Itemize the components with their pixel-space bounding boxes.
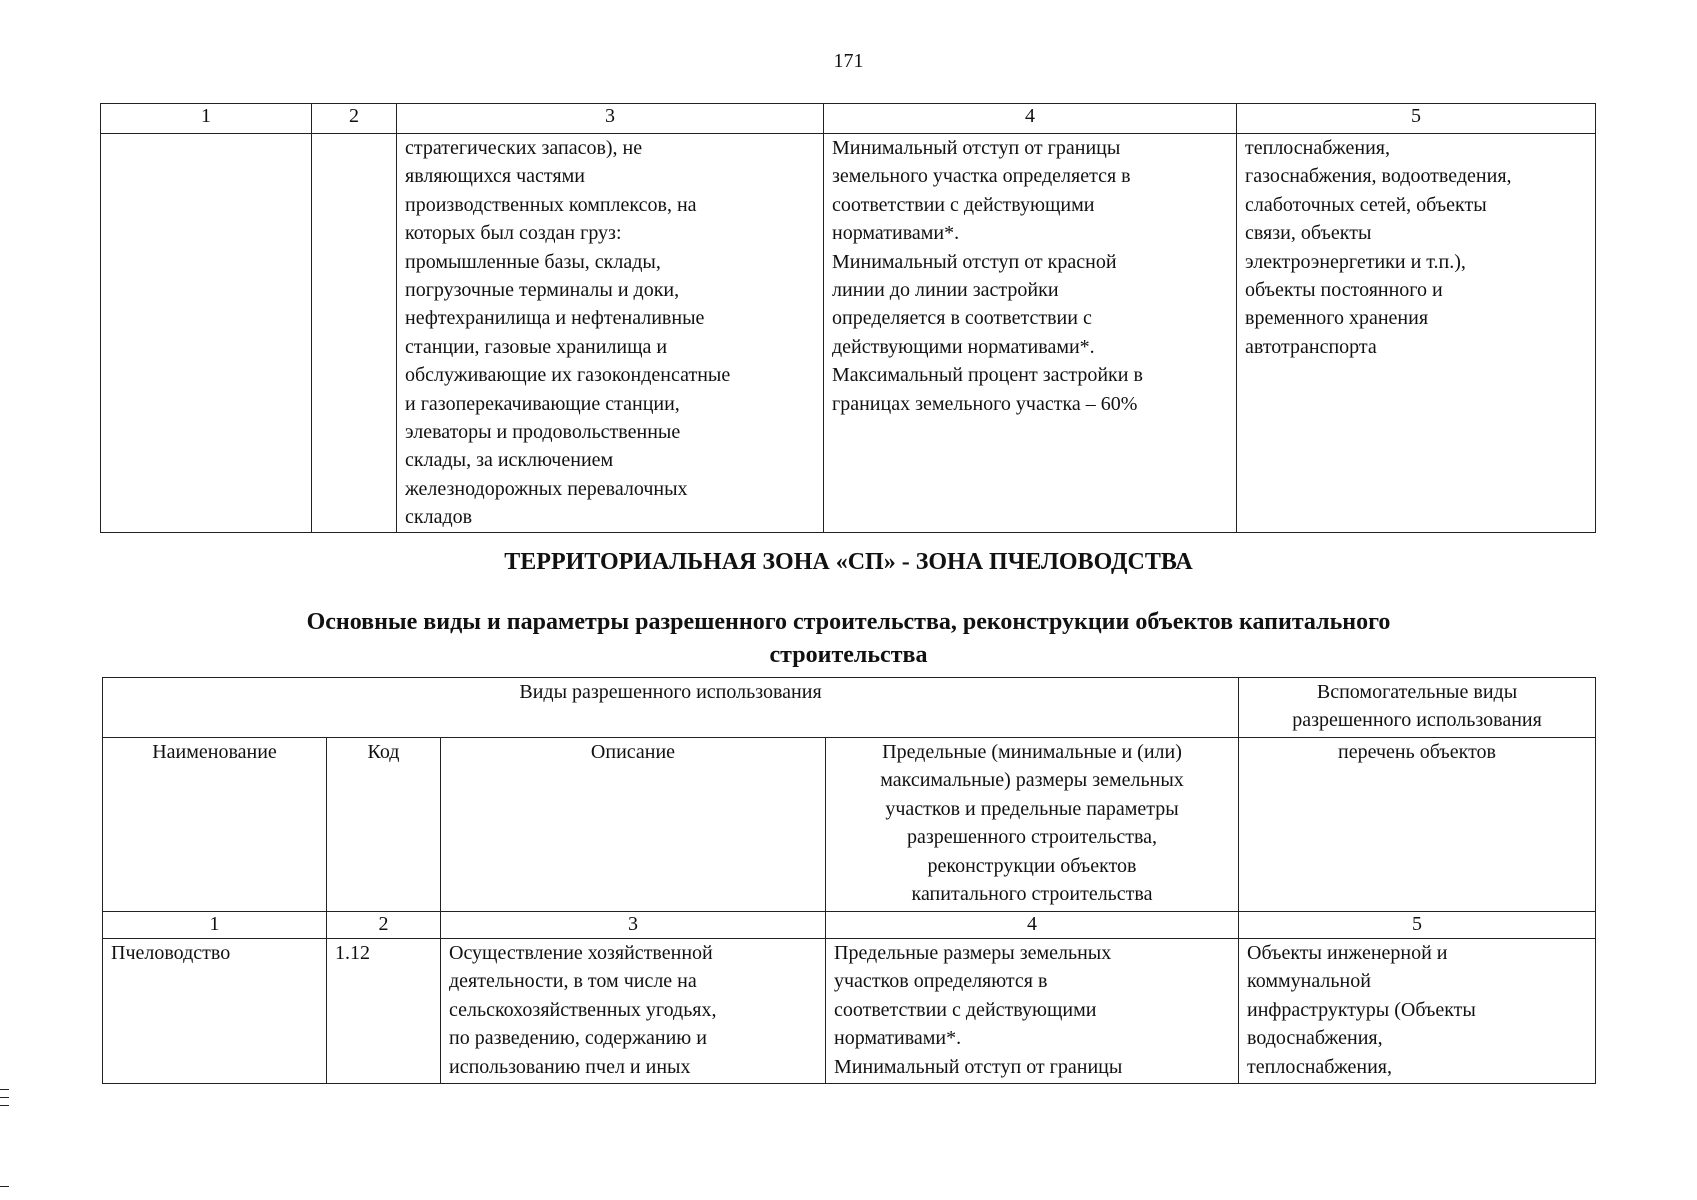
col-number-3: 3 xyxy=(397,104,824,134)
cell-name xyxy=(101,134,312,533)
section-title xyxy=(200,606,1497,672)
col-number-5: 5 xyxy=(1239,912,1596,939)
text-line: Предельные (минимальные и (или) xyxy=(882,741,1182,763)
text-line: нормативами*. xyxy=(834,1027,962,1050)
col-number-2: 2 xyxy=(312,104,397,134)
text-line: участков определяются в xyxy=(834,970,1048,993)
text-line: и газоперекачивающие станции, xyxy=(405,392,680,415)
text-line: теплоснабжения, xyxy=(1247,1055,1392,1078)
text-line: производственных комплексов, на xyxy=(405,193,697,216)
text-line: линии до линии застройки xyxy=(832,279,1059,302)
col-number-2: 2 xyxy=(327,912,441,939)
text-line: сельскохозяйственных угодьях, xyxy=(449,998,717,1021)
text-line: участков и предельные параметры xyxy=(885,797,1179,820)
text-line: соответствии с действующими xyxy=(832,193,1095,216)
section-title-line: строительства xyxy=(769,642,928,668)
text-line: коммунальной xyxy=(1247,970,1371,993)
text-line: складов xyxy=(405,506,473,529)
text-line: земельного участка определяется в xyxy=(832,165,1131,188)
text-line: границах земельного участка – 60% xyxy=(832,392,1138,415)
column-number-row xyxy=(103,912,1596,939)
main-table xyxy=(102,677,1596,1084)
cell-objects xyxy=(1237,134,1596,533)
text-line: элеваторы и продовольственные xyxy=(405,421,681,444)
group-header: Виды разрешенного использования xyxy=(103,678,1239,738)
col-number-1: 1 xyxy=(101,104,312,134)
text-line: газоснабжения, водоотведения, xyxy=(1245,165,1512,188)
row-name: Пчеловодство xyxy=(103,939,327,1084)
row-objects xyxy=(1239,939,1596,1084)
text-line: действующими нормативами*. xyxy=(832,335,1095,358)
column-header-row xyxy=(103,738,1596,912)
group-header-row xyxy=(103,678,1596,738)
table-row xyxy=(103,939,1596,1084)
text-line: соответствии с действующими xyxy=(834,998,1097,1021)
text-line: Минимальный отступ от границы xyxy=(832,137,1121,159)
text-line: разрешенного использования xyxy=(1292,709,1542,732)
text-line: объекты постоянного и xyxy=(1245,279,1443,302)
margin-mark xyxy=(0,1105,9,1106)
text-line: по разведению, содержанию и xyxy=(449,1027,707,1050)
cell-code xyxy=(312,134,397,533)
text-line: теплоснабжения, xyxy=(1245,137,1390,159)
text-line: Минимальный отступ от границы xyxy=(834,1055,1123,1078)
column-number-row xyxy=(101,104,1596,134)
header-description: Описание xyxy=(441,738,826,912)
header-limits xyxy=(826,738,1239,912)
margin-mark xyxy=(0,1186,9,1187)
header-name: Наименование xyxy=(103,738,327,912)
col-number-4: 4 xyxy=(826,912,1239,939)
text-line: реконструкции объектов xyxy=(927,854,1137,877)
text-line: склады, за исключением xyxy=(405,449,614,472)
text-line: станции, газовые хранилища и xyxy=(405,335,668,358)
text-line: погрузочные терминалы и доки, xyxy=(405,279,680,302)
text-line: стратегических запасов), не xyxy=(405,137,643,159)
text-line: Минимальный отступ от красной xyxy=(832,250,1117,273)
row-limits xyxy=(826,939,1239,1084)
cell-limits xyxy=(824,134,1237,533)
table-row xyxy=(101,134,1596,533)
text-line: промышленные базы, склады, xyxy=(405,250,661,273)
col-number-1: 1 xyxy=(103,912,327,939)
col-number-5: 5 xyxy=(1237,104,1596,134)
text-line: автотранспорта xyxy=(1245,335,1377,358)
col-number-3: 3 xyxy=(441,912,826,939)
text-line: Осуществление хозяйственной xyxy=(449,942,713,964)
text-line: слаботочных сетей, объекты xyxy=(1245,193,1487,216)
text-line: являющихся частями xyxy=(405,165,585,188)
aux-header xyxy=(1239,678,1596,738)
text-line: временного хранения xyxy=(1245,307,1429,330)
text-line: электроэнергетики и т.п.), xyxy=(1245,250,1466,273)
text-line: использованию пчел и иных xyxy=(449,1055,691,1078)
header-code: Код xyxy=(327,738,441,912)
text-line: деятельности, в том числе на xyxy=(449,970,697,993)
text-line: Вспомогательные виды xyxy=(1316,681,1518,703)
text-line: инфраструктуры (Объекты xyxy=(1247,998,1476,1021)
row-code: 1.12 xyxy=(327,939,441,1084)
zone-title: ТЕРРИТОРИАЛЬНАЯ ЗОНА «СП» - ЗОНА ПЧЕЛОВОДСТВА xyxy=(504,549,1193,575)
cell-description xyxy=(397,134,824,533)
margin-mark xyxy=(0,1097,9,1098)
text-line: разрешенного строительства, xyxy=(907,826,1157,849)
text-line: капитального строительства xyxy=(911,883,1153,906)
text-line: которых был создан груз: xyxy=(405,222,622,245)
section-title-line: Основные виды и параметры разрешенного строительства, реконструкции объектов капитального xyxy=(306,609,1391,635)
margin-mark xyxy=(0,1089,9,1090)
text-line: максимальные) размеры земельных xyxy=(880,769,1184,792)
text-line: нефтехранилища и нефтеналивные xyxy=(405,307,705,330)
page-number: 171 xyxy=(833,50,864,72)
text-line: определяется в соответствии с xyxy=(832,307,1092,330)
col-number-4: 4 xyxy=(824,104,1237,134)
text-line: нормативами*. xyxy=(832,222,960,245)
text-line: обслуживающие их газоконденсатные xyxy=(405,364,731,387)
header-objects: перечень объектов xyxy=(1239,738,1596,912)
text-line: Объекты инженерной и xyxy=(1247,942,1448,964)
text-line: железнодорожных перевалочных xyxy=(405,477,688,500)
text-line: водоснабжения, xyxy=(1247,1027,1383,1050)
text-line: Предельные размеры земельных xyxy=(834,942,1112,964)
text-line: Максимальный процент застройки в xyxy=(832,364,1143,387)
continuation-table xyxy=(100,103,1596,533)
row-description xyxy=(441,939,826,1084)
text-line: связи, объекты xyxy=(1245,222,1372,245)
